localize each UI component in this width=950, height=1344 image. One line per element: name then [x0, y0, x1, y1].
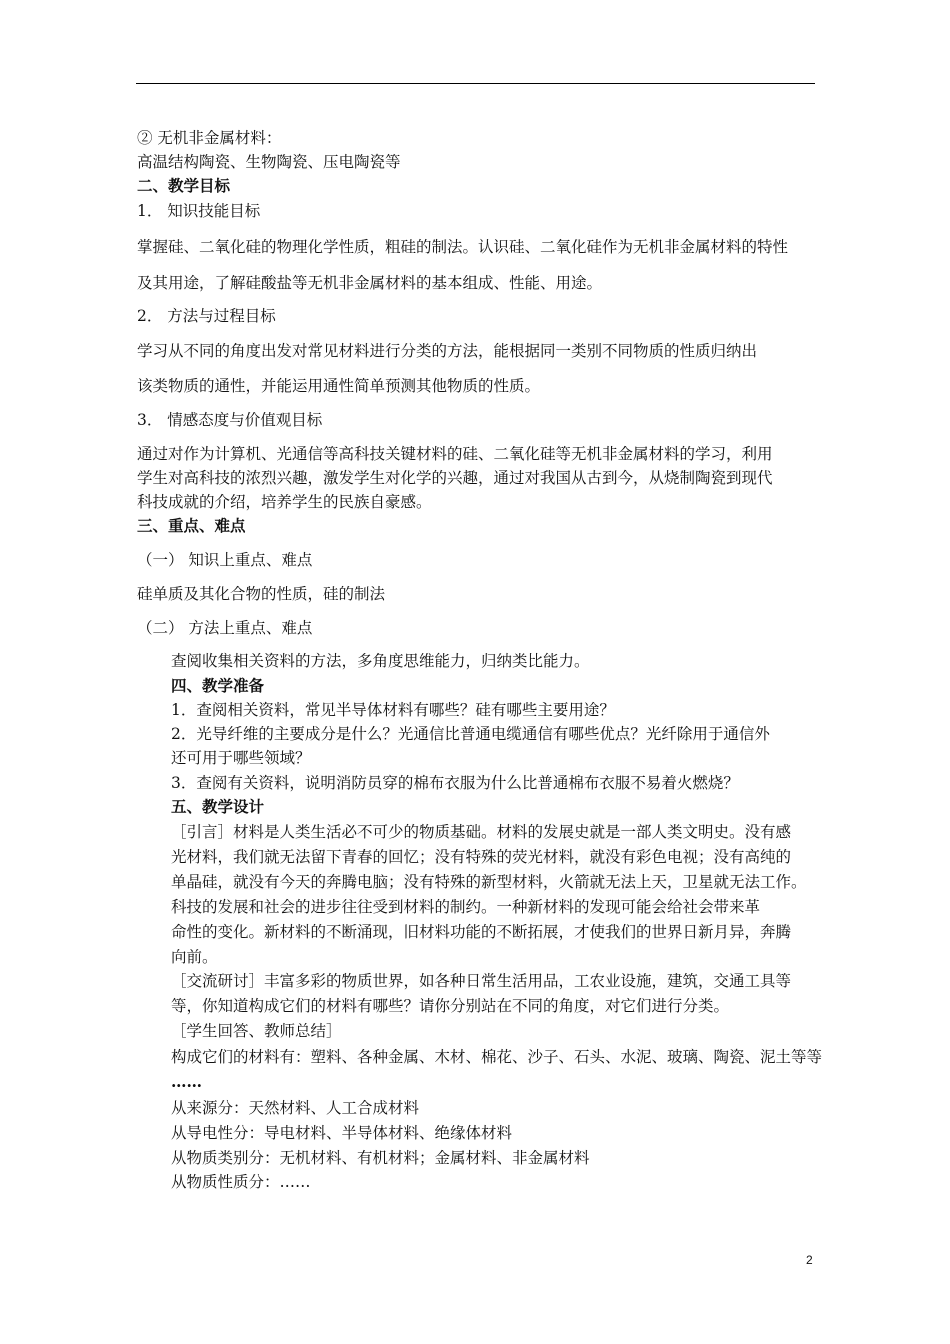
text-line: 从导电性分：导电材料、半导体材料、绝缘体材料: [171, 1124, 513, 1142]
subheading: （二） 方法上重点、难点: [137, 619, 313, 637]
subheading: （一） 知识上重点、难点: [137, 551, 313, 569]
text-line: 该类物质的通性，并能运用通性简单预测其他物质的性质。: [137, 377, 541, 395]
text-line: 硅单质及其化合物的性质，硅的制法: [137, 585, 386, 603]
text-line: ② 无机非金属材料：: [137, 129, 282, 147]
text-line: ……: [171, 1072, 202, 1091]
text-line: 命性的变化。新材料的不断涌现，旧材料功能的不断拓展，才使我们的世界日新月异，奔腾: [171, 923, 792, 941]
text-line: 单晶硅，就没有今天的奔腾电脑；没有特殊的新型材料，火箭就无法上天，卫星就无法工作。: [171, 873, 807, 891]
section-heading: 二、教学目标: [137, 176, 231, 195]
text-line: 光材料，我们就无法留下青春的回忆；没有特殊的荧光材料，就没有彩色电视；没有高纯的: [171, 848, 792, 866]
text-line: 及其用途，了解硅酸盐等无机非金属材料的基本组成、性能、用途。: [137, 274, 603, 292]
text-line: 掌握硅、二氧化硅的物理化学性质，粗硅的制法。认识硅、二氧化硅作为无机非金属材料的特性: [137, 238, 789, 256]
list-item: 2．光导纤维的主要成分是什么？光通信比普通电缆通信有哪些优点？光纤除用于通信外: [171, 725, 770, 743]
text-line: 从物质性质分：……: [171, 1173, 311, 1191]
list-item: 1．查阅相关资料，常见半导体材料有哪些？硅有哪些主要用途？: [171, 701, 615, 719]
text-line: 学生对高科技的浓烈兴趣，激发学生对化学的兴趣，通过对我国从古到今，从烧制陶瓷到现代: [137, 469, 773, 487]
text-line: ［学生回答、教师总结］: [171, 1022, 342, 1040]
header-rule: [136, 83, 815, 84]
text-line: 通过对作为计算机、光通信等高科技关键材料的硅、二氧化硅等无机非金属材料的学习，利用: [137, 445, 773, 463]
text-line: 还可用于哪些领域？: [171, 749, 311, 767]
text-line: 查阅收集相关资料的方法，多角度思维能力，归纳类比能力。: [171, 652, 590, 670]
section-heading: 四、教学准备: [171, 676, 265, 695]
text-line: ［交流研讨］丰富多彩的物质世界，如各种日常生活用品，工农业设施，建筑，交通工具等: [171, 972, 792, 990]
text-line: 科技的发展和社会的进步往往受到材料的制约。一种新材料的发现可能会给社会带来革: [171, 898, 761, 916]
text-line: 科技成就的介绍，培养学生的民族自豪感。: [137, 493, 432, 511]
section-heading: 三、重点、难点: [137, 516, 246, 535]
text-line: 从来源分：天然材料、人工合成材料: [171, 1099, 420, 1117]
list-item: 3．查阅有关资料，说明消防员穿的棉布衣服为什么比普通棉布衣服不易着火燃烧？: [171, 774, 739, 792]
subheading: 3． 情感态度与价值观目标: [137, 411, 323, 429]
text-line: 学习从不同的角度出发对常见材料进行分类的方法，能根据同一类别不同物质的性质归纳出: [137, 342, 758, 360]
subheading: 2． 方法与过程目标: [137, 307, 276, 325]
text-line: 构成它们的材料有：塑料、各种金属、木材、棉花、沙子、石头、水泥、玻璃、陶瓷、泥土等等: [171, 1048, 823, 1066]
section-heading: 五、教学设计: [171, 797, 265, 816]
text-line: 等，你知道构成它们的材料有哪些？请你分别站在不同的角度，对它们进行分类。: [171, 997, 730, 1015]
subheading: 1． 知识技能目标: [137, 202, 261, 220]
page-number: 2: [806, 1253, 813, 1267]
text-line: 从物质类别分：无机材料、有机材料；金属材料、非金属材料: [171, 1149, 590, 1167]
text-line: 向前。: [171, 948, 218, 966]
text-line: 高温结构陶瓷、生物陶瓷、压电陶瓷等: [137, 153, 401, 171]
text-line: ［引言］材料是人类生活必不可少的物质基础。材料的发展史就是一部人类文明史。没有感: [171, 823, 792, 841]
